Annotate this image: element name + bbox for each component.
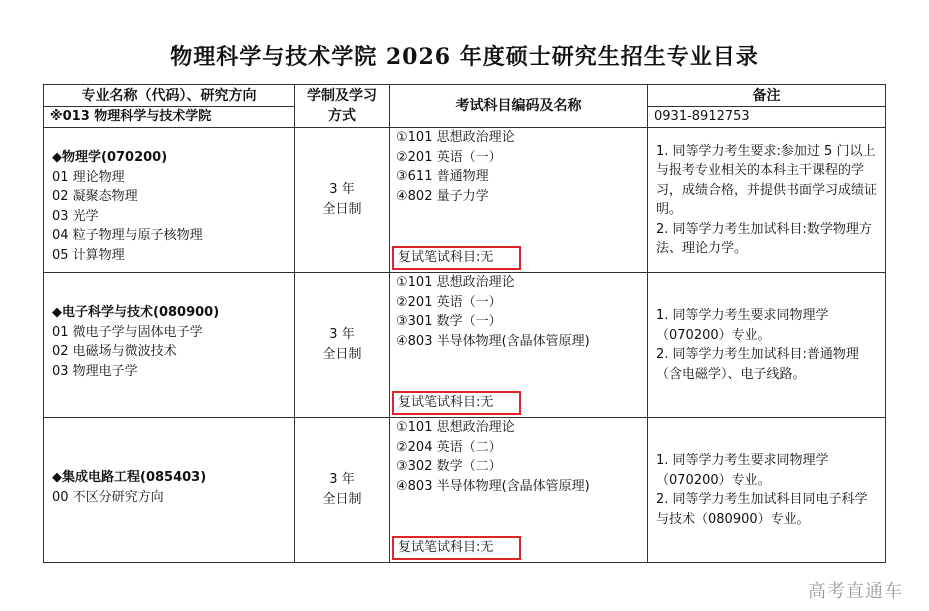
- header-mode: [295, 85, 390, 128]
- exam-cell: [390, 273, 648, 418]
- major-cell: [44, 128, 295, 273]
- note-item: 1. 同等学力考生要求同物理学（070200）专业。: [656, 308, 829, 343]
- major-name: ◆集成电路工程(085403): [52, 470, 207, 485]
- table-row: [44, 273, 886, 418]
- table-row: [44, 418, 886, 563]
- header-note: 备注: [648, 85, 886, 107]
- retest-highlight: 复试笔试科目:无: [392, 391, 521, 415]
- retest-highlight: 复试笔试科目:无: [392, 536, 521, 560]
- direction-item: 04 粒子物理与原子核物理: [52, 228, 203, 243]
- direction-item: 02 电磁场与微波技术: [52, 344, 177, 359]
- major-name: ◆物理学(070200): [52, 150, 168, 165]
- note-cell: [648, 418, 886, 563]
- exam-subject: ③302 数学（二）: [396, 459, 502, 474]
- major-name: ◆电子科学与技术(080900): [52, 305, 220, 320]
- direction-item: 03 物理电子学: [52, 363, 138, 379]
- school-name: ※013 物理科学与技术学院: [44, 107, 295, 128]
- note-item: 2. 同等学力考生加试科目:普通物理（含电磁学）、电子线路。: [656, 347, 859, 382]
- exam-subject: ④802 量子力学: [396, 188, 489, 204]
- note-cell: [648, 128, 886, 273]
- watermark: 高考直通车: [808, 581, 903, 602]
- school-phone: 0931-8912753: [648, 107, 886, 128]
- header-exam: 考试科目编码及名称: [390, 85, 648, 128]
- header-major: 专业名称（代码）、研究方向: [44, 85, 295, 107]
- note-item: 1. 同等学力考生要求:参加过 5 门以上与报考专业相关的本科主干课程的学习，成绩合格，并提供书面学习成绩证明。: [656, 143, 878, 217]
- exam-subject: ②201 英语（一）: [396, 149, 502, 165]
- study-years: 3 年: [329, 182, 355, 197]
- note-item: 2. 同等学力考生加试科目同电子科学与技术（080900）专业。: [656, 492, 868, 527]
- exam-subject: ①101 思想政治理论: [396, 420, 515, 435]
- exam-subject: ②201 英语（一）: [396, 294, 502, 310]
- direction-item: 02 凝聚态物理: [52, 189, 138, 204]
- table-row: [44, 128, 886, 273]
- header-row: [44, 85, 886, 107]
- exam-subject: ①101 思想政治理论: [396, 275, 515, 290]
- direction-item: 05 计算物理: [52, 247, 125, 263]
- direction-item: 01 理论物理: [52, 169, 125, 185]
- mode-cell: [295, 418, 390, 563]
- exam-cell: [390, 418, 648, 563]
- header-mode-label: 学制及学习方式: [307, 88, 377, 124]
- note-cell: [648, 273, 886, 418]
- direction-item: 01 微电子学与固体电子学: [52, 324, 203, 340]
- exam-subject: ①101 思想政治理论: [396, 130, 515, 145]
- study-years: 3 年: [329, 327, 355, 342]
- exam-subject: ②204 英语（二）: [396, 439, 502, 455]
- mode-cell: [295, 128, 390, 273]
- exam-subject: ③611 普通物理: [396, 169, 489, 184]
- direction-item: 03 光学: [52, 208, 99, 224]
- study-mode: 全日制: [322, 347, 362, 362]
- note-item: 2. 同等学力考生加试科目:数学物理方法、理论力学。: [656, 221, 872, 256]
- study-mode: 全日制: [322, 492, 362, 507]
- study-mode: 全日制: [322, 202, 362, 217]
- exam-subject: ④803 半导体物理(含晶体管原理): [396, 333, 590, 349]
- retest-highlight: 复试笔试科目:无: [392, 246, 521, 270]
- catalog-table: [43, 84, 886, 563]
- mode-cell: [295, 273, 390, 418]
- exam-cell: [390, 128, 648, 273]
- exam-subject: ③301 数学（一）: [396, 314, 502, 329]
- major-cell: [44, 273, 295, 418]
- exam-subject: ④803 半导体物理(含晶体管原理): [396, 478, 590, 494]
- direction-item: 00 不区分研究方向: [52, 489, 164, 505]
- page-title: 物理科学与技术学院 2026 年度硕士研究生招生专业目录: [170, 44, 759, 70]
- note-item: 1. 同等学力考生要求同物理学（070200）专业。: [656, 453, 829, 488]
- study-years: 3 年: [329, 472, 355, 487]
- major-cell: [44, 418, 295, 563]
